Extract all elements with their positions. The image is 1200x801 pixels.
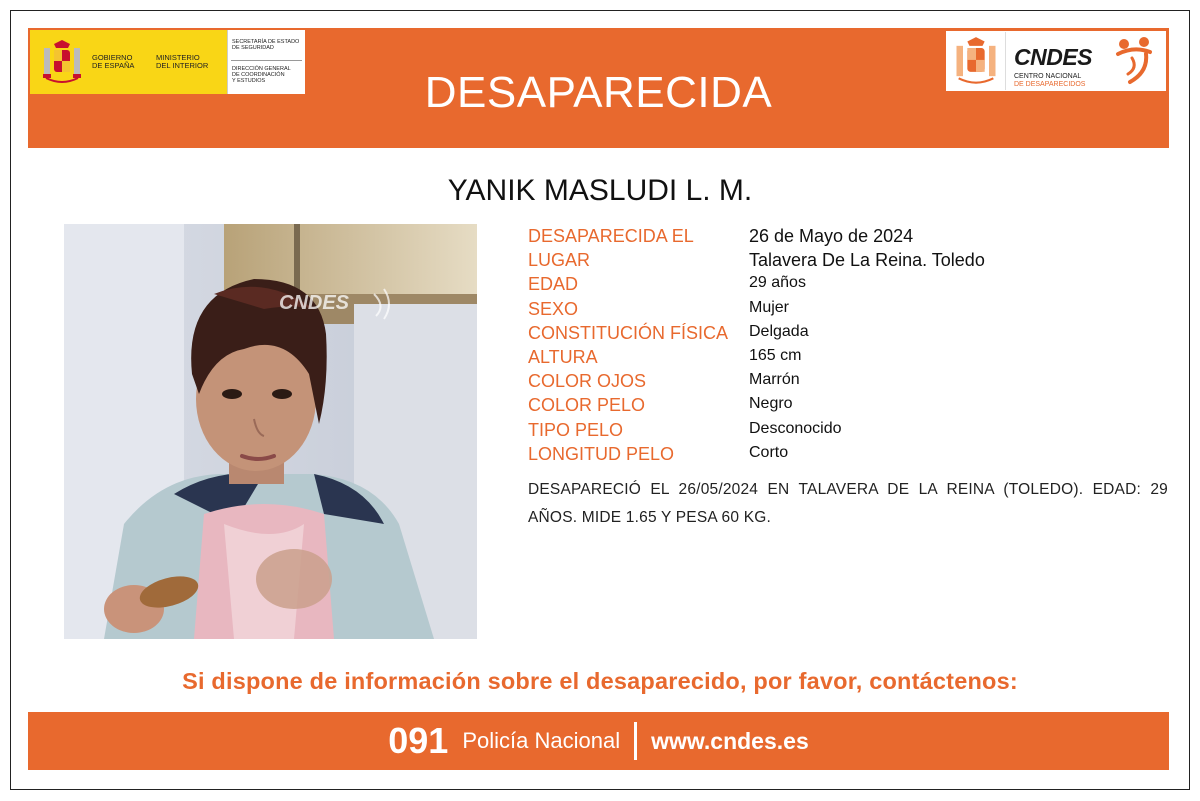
detail-value: Marrón: [749, 371, 800, 389]
detail-label: SEXO: [528, 298, 579, 319]
photo-watermark: CNDES: [279, 292, 350, 314]
detail-label: DESAPARECIDA EL: [528, 226, 694, 246]
ministry-text-2: DEL INTERIOR: [156, 61, 209, 70]
detail-row: [528, 420, 1168, 444]
cndes-name: CNDES: [1014, 44, 1093, 70]
detail-label: EDAD: [528, 274, 579, 295]
detail-value: Desconocido: [749, 419, 842, 437]
person-photo: [64, 224, 477, 639]
detail-value: Corto: [749, 443, 789, 461]
details-list: [528, 226, 1168, 468]
detail-row: [528, 250, 1168, 274]
detail-label: LUGAR: [528, 250, 591, 271]
directorate-text-2: DE COORDINACIÓN: [232, 72, 285, 78]
directorate-text-3: Y ESTUDIOS: [232, 78, 266, 84]
footer-divider: [634, 722, 637, 760]
cndes-logo: [945, 30, 1167, 92]
cndes-sub-2: DE DESAPARECIDOS: [1014, 81, 1086, 88]
detail-row: [528, 347, 1168, 371]
detail-label: TIPO PELO: [528, 419, 624, 440]
gov-text-1: GOBIERNO: [92, 53, 133, 62]
detail-row: [528, 323, 1168, 347]
detail-row: [528, 226, 1168, 250]
person-name: YANIK MASLUDI L. M.: [447, 174, 753, 207]
cndes-figure-icon: [1114, 36, 1156, 86]
directorate-text-1: DIRECCIÓN GENERAL: [232, 66, 291, 72]
detail-label: CONSTITUCIÓN FÍSICA: [528, 322, 729, 343]
website-link[interactable]: www.cndes.es: [651, 727, 809, 754]
detail-value: Talavera De La Reina: [749, 250, 923, 271]
secretariat-text-2: DE SEGURIDAD: [232, 45, 274, 51]
page-title: DESAPARECIDA: [424, 68, 773, 117]
detail-row: [528, 299, 1168, 323]
call-to-action: Si dispone de información sobre el desaparecido, por favor, contáctenos:: [182, 668, 1018, 694]
detail-value: 165 cm: [749, 346, 802, 364]
detail-label: COLOR PELO: [528, 395, 646, 416]
coat-of-arms-icon: [40, 38, 84, 86]
detail-value: 29 años: [749, 274, 806, 292]
detail-label: COLOR OJOS: [528, 371, 647, 392]
description-text: DESAPARECIÓ EL 26/05/2024 EN TALAVERA DE LA REINA (TOLEDO). EDAD: 29 AÑOS. MIDE 1.65 Y PESA 60 KG.: [528, 481, 1168, 526]
cndes-sub-1: CENTRO NACIONAL: [1014, 73, 1082, 80]
ministry-text-1: MINISTERIO: [156, 53, 200, 62]
detail-row: [528, 371, 1168, 395]
detail-row: [528, 274, 1168, 298]
detail-value: Delgada: [749, 322, 809, 340]
detail-value: Mujer: [749, 298, 790, 316]
detail-label: LONGITUD PELO: [528, 443, 675, 464]
police-label: Policía Nacional: [462, 728, 621, 753]
coat-of-arms-icon: [951, 35, 1001, 87]
government-logo: [30, 30, 305, 94]
detail-label: ALTURA: [528, 346, 598, 367]
detail-value-suffix: . Toledo: [922, 250, 985, 271]
secretariat-text-1: SECRETARÍA DE ESTADO: [232, 39, 300, 45]
detail-row: [528, 395, 1168, 419]
detail-value: Negro: [749, 395, 793, 413]
detail-value: 26 de Mayo de 2024: [749, 226, 914, 246]
footer-bar: [28, 712, 1169, 770]
gov-text-2: DE ESPAÑA: [92, 61, 135, 70]
detail-row: [528, 444, 1168, 468]
phone-number[interactable]: 091: [388, 720, 449, 761]
